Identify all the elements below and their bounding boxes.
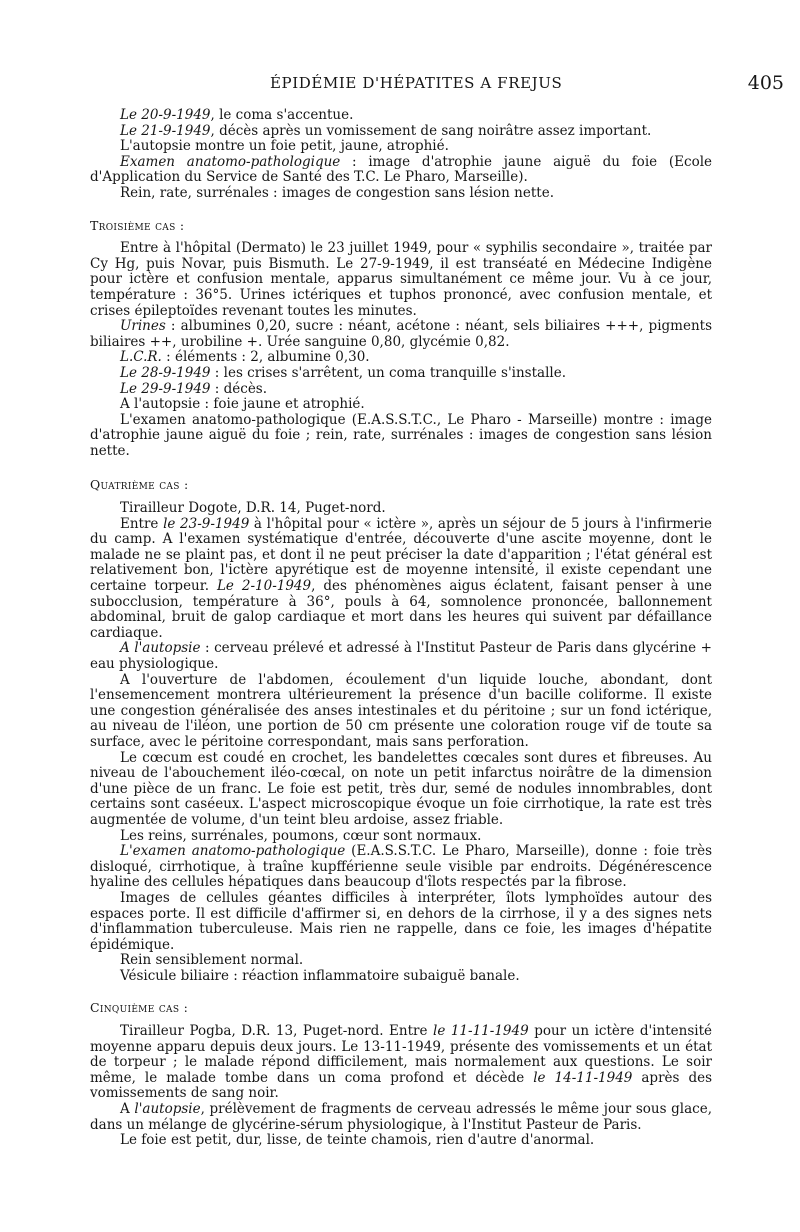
text-run: Tirailleur Pogba, D.R. 13, Puget-nord. Entre	[120, 1023, 433, 1040]
text-run: A l'ouverture de l'abdomen, écoulement d'un liquide louche, abondant, dont l'ensemencement montrera ultérieurement la présence d'un bacille coliforme. Il existe une congestion généralisée des anses intestinales et du péritoine ; sur un fond ictérique, au niveau de l'iléon, une portion de 50 cm présente une coloration rouge vif de toute sa surface, avec le péritoine correspondant, mais sans perforation.	[90, 671, 712, 750]
text-run: à l'hôpital pour « ictère », après un séjour de 5 jours à l'infirmerie du camp. A l'examen systématique d'entrée, découverte d'une ascite moyenne, dont le malade ne se plaint pas, et dont il ne peut préciser la date d'apparition ; l'état général est relativement bon, l'ictère apyrétique est de moyenne intensité, il existe cependant une certaine torpeur.	[90, 515, 712, 595]
text-run: L'examen anatomo-pathologique (E.A.S.S.T.C., Le Pharo - Marseille) montre : image d'atrophie jaune aiguë du foie ; rein, rate, surrénales : images de congestion sans lésion nette.	[90, 411, 712, 459]
text-run: Vésicule biliaire : réaction inflammatoire subaiguë banale.	[120, 967, 520, 984]
paragraph	[90, 397, 712, 413]
paragraph	[90, 501, 712, 517]
text-run: Rein, rate, surrénales : images de congestion sans lésion nette.	[120, 184, 554, 201]
text-run: Entre	[120, 515, 164, 532]
italic-run: 21-9-1949	[141, 122, 211, 139]
text-run: : décès.	[210, 380, 268, 397]
section-heading: Cinquième cas :	[90, 1000, 189, 1016]
text-run: (E.A.S.S.T.C. Le Pharo, Marseille), donne : foie très disloqué, cirrhotique, à traîne kupfférienne seule visible par endroits. Dégénérescence hyaline des cellules hépatiques dans beaucoup d'îlots respectés par la fibrose.	[90, 843, 713, 891]
section-heading: Quatrième cas :	[90, 477, 189, 493]
text-run: après des vomissements de sang noir.	[90, 1069, 713, 1102]
paragraph	[90, 673, 712, 751]
text-run: , des phénomènes aigus éclatent, faisant penser à une subocclusion, température à 36°, pouls à 64, somnolence prononcée, ballonnement abdominal, bruit de galop cardiaque et mort dans les heures qui suivent par défaillance cardiaque.	[90, 578, 713, 641]
text-run: , le coma s'accentue.	[210, 107, 354, 123]
paragraph	[90, 139, 712, 155]
italic-run: Le 29-9-1949	[120, 380, 211, 397]
section-gap	[90, 459, 712, 477]
paragraph	[90, 186, 712, 202]
paragraph	[90, 124, 712, 140]
paragraph	[90, 844, 712, 891]
italic-run: Le 28-9-1949	[120, 364, 211, 381]
paragraph	[90, 382, 712, 398]
running-title: ÉPIDÉMIE D'HÉPATITES A FREJUS	[270, 74, 563, 92]
paragraph	[90, 641, 712, 672]
text-run: Le cœcum est coudé en crochet, les bandelettes cœcales sont dures et fibreuses. Au niveau de l'abouchement iléo-cœcal, on note un petit infarctus noirâtre de la dimension d'une pièce de un franc. Le foie est petit, très dur, semé de nodules innombrables, dont certains sont caséeux. L'aspect microscopique évoque un foie cirrhotique, la rate est très augmentée de volume, d'un teint bleu ardoise, assez friable.	[90, 749, 712, 828]
paragraph	[90, 751, 712, 829]
italic-run: Le	[120, 107, 142, 123]
text-run: L'autopsie montre un foie petit, jaune, atrophié.	[120, 138, 449, 155]
text-run: pour un ictère d'intensité moyenne apparu depuis deux jours. Le 13-11-1949, présente des vomissements et un état de torpeur ; le malade répond difficilement, mais normalement aux questions. Le soir même, le malade tombe dans un coma profond et décède	[90, 1023, 713, 1086]
italic-run: l'autopsie	[134, 1101, 201, 1118]
text-run: Rein sensiblement normal.	[120, 952, 304, 969]
text-run: Les reins, surrénales, poumons, cœur sont normaux.	[120, 827, 482, 844]
italic-run: L.C.R.	[120, 349, 162, 366]
paragraph	[90, 319, 712, 350]
text-run: : éléments : 2, albumine 0,30.	[161, 349, 370, 366]
italic-run: le 11-11-1949	[433, 1023, 529, 1040]
text-run: Entre à l'hôpital (Dermato) le 23 juillet 1949, pour « syphilis secondaire », traitée par Cy Hg, puis Novar, puis Bismuth. Le 27-9-1949, il est transéaté en Médecine Indigène pour ictère et confusion mentale, apparus simultanément ce même jour. Vu à ce jour, température : 36°5. Urines ictériques et tuphos prononcé, avec confusion mentale, et crises épileptoïdes revenant toutes les minutes.	[90, 240, 712, 319]
text-run: A l'autopsie : foie jaune et atrophié.	[120, 396, 365, 413]
text-run: : les crises s'arrêtent, un coma tranquille s'installe.	[210, 364, 566, 381]
paragraph	[90, 829, 712, 845]
text-run: : image d'atrophie jaune aiguë du foie (Ecole d'Application du Service de Santé des T.C. Le Pharo, Marseille).	[90, 153, 713, 186]
italic-run: Urines	[120, 318, 166, 335]
section-heading: Troisième cas :	[90, 217, 185, 233]
paragraph	[90, 241, 712, 319]
italic-run: Le	[120, 122, 142, 139]
paragraph	[90, 155, 712, 186]
italic-run: A l'autopsie	[120, 640, 201, 657]
body-text	[90, 108, 712, 1149]
paragraph	[90, 413, 712, 460]
italic-run: le 23-9-1949	[163, 515, 250, 532]
text-run: Tirailleur Dogote, D.R. 14, Puget-nord.	[120, 500, 386, 517]
text-run: Images de cellules géantes difficiles à interpréter, îlots lymphoïdes autour des espaces porte. Il est difficile d'affirmer si, en dehors de la cirrhose, il y a des signes nets d'inflammation tuberculeuse. Mais rien ne rappelle, dans ce foie, les images d'hépatite épidémique.	[90, 889, 712, 953]
page-number: 405	[747, 72, 784, 94]
paragraph	[90, 1133, 712, 1149]
italic-run: Le 2-10-1949	[216, 578, 312, 595]
italic-run: Examen anatomo-pathologique	[120, 153, 341, 170]
text-run: A	[120, 1101, 135, 1118]
paragraph	[90, 350, 712, 366]
italic-run: L'examen anatomo-pathologique	[120, 843, 346, 860]
italic-run: le 14-11-1949	[533, 1069, 633, 1086]
text-run: , prélèvement de fragments de cerveau adressés le même jour sous glace, dans un mélange de glycérine-sérum physiologique, à l'Institut Pasteur de Paris.	[90, 1101, 712, 1133]
paragraph	[90, 969, 712, 985]
paragraph	[90, 108, 712, 124]
page-header	[0, 74, 800, 98]
text-run: Le foie est petit, dur, lisse, de teinte chamois, rien d'autre d'anormal.	[120, 1132, 595, 1149]
paragraph	[90, 953, 712, 969]
text-run: : cerveau prélevé et adressé à l'Institut Pasteur de Paris dans glycérine + eau physiologique.	[90, 640, 712, 672]
paragraph	[90, 1102, 712, 1133]
text-run: , décès après un vomissement de sang noirâtre assez important.	[210, 122, 652, 139]
text-run: : albumines 0,20, sucre : néant, acétone : néant, sels biliaires +++, pigments biliaires ++, urobiline +. Urée sanguine 0,80, glycémie 0,82.	[90, 318, 712, 350]
paragraph	[90, 891, 712, 953]
paragraph	[90, 366, 712, 382]
paragraph	[90, 517, 712, 642]
paragraph	[90, 1024, 712, 1102]
section-gap	[90, 202, 712, 218]
italic-run: 20-9-1949	[141, 107, 211, 123]
section-gap	[90, 984, 712, 1000]
